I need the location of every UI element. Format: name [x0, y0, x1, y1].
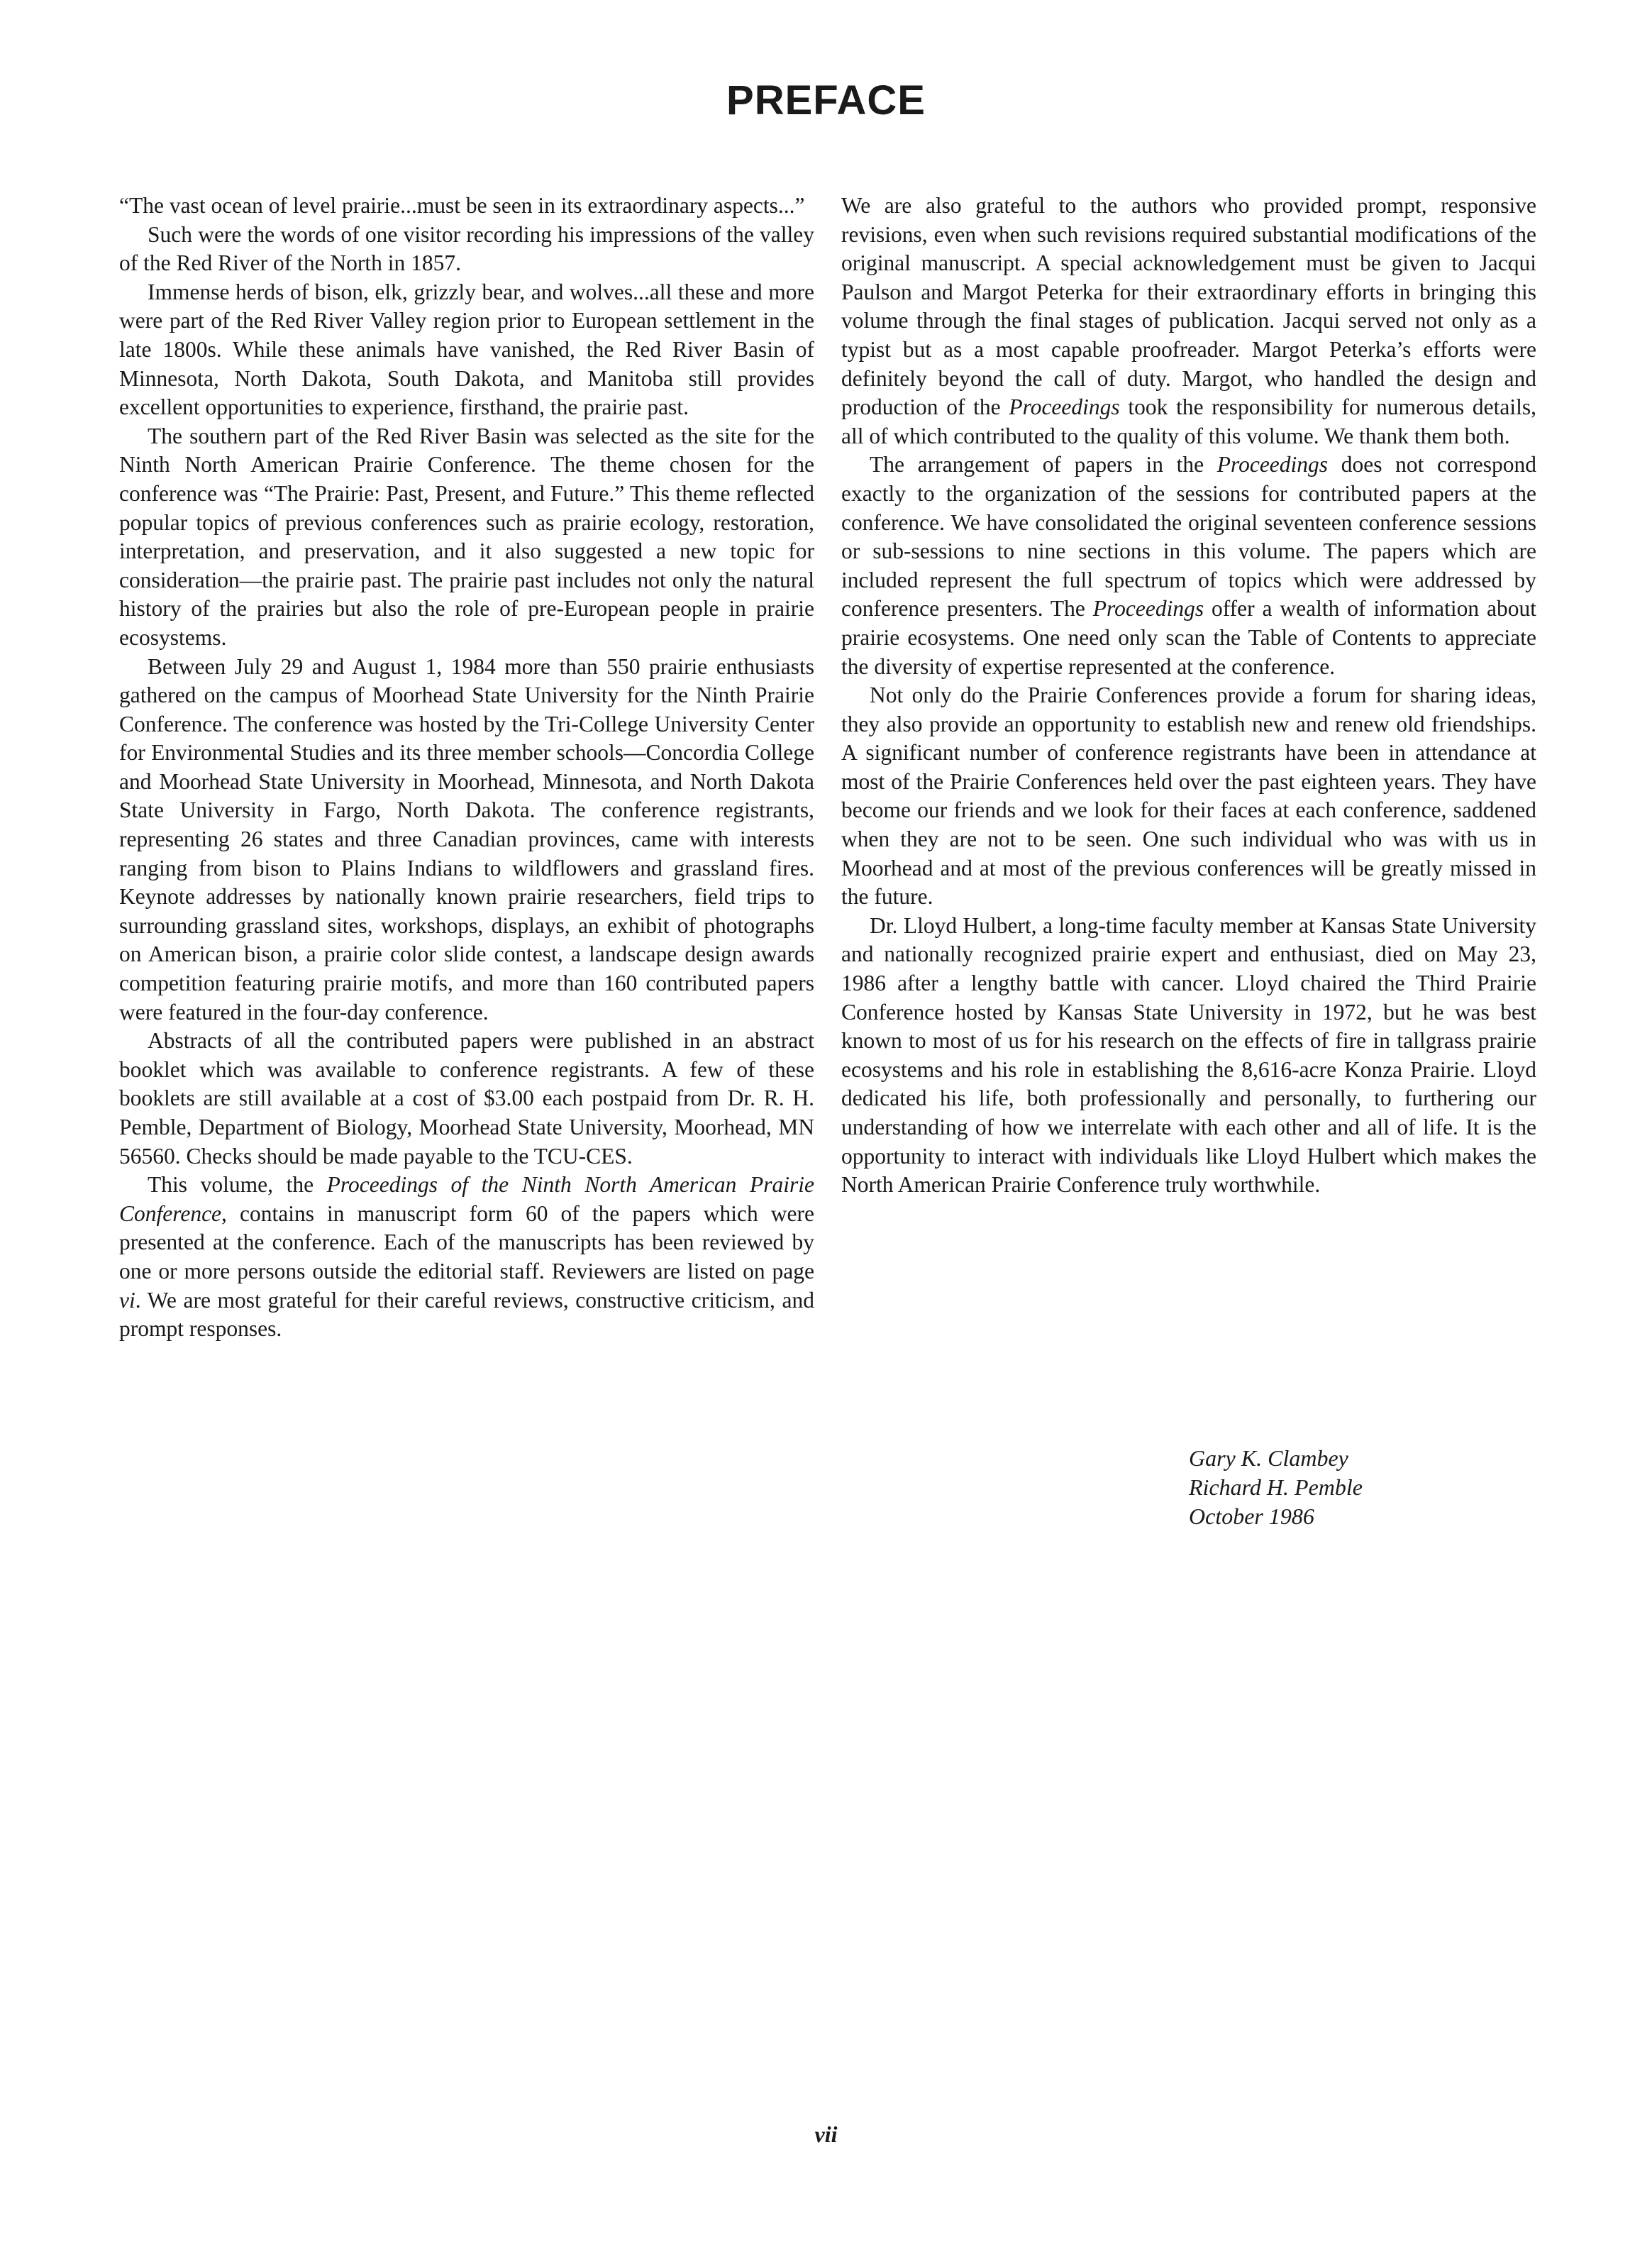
italic-title: Proceedings: [1092, 596, 1204, 622]
left-column: [119, 192, 814, 1344]
text-run: The arrangement of papers in the: [870, 452, 1217, 477]
right-column: [841, 192, 1536, 1200]
signature-name: Gary K. Clambey: [1189, 1445, 1348, 1471]
body-paragraph: Such were the words of one visitor recording his impressions of the valley of the Red River of the North in 1857.: [119, 221, 814, 276]
text-run: took the responsibility for numerous details, all of which contributed to the quality of this volume. We thank them both.: [841, 394, 1537, 448]
text-run: We are also grateful to the authors who provided prompt, responsive revisions, even when such revisions required substantial modifications of the original manuscript. A special acknowledgement must be given to Jacqui Paulson and Margot Peterka for their extraordinary efforts in bringing this volume through the final stages of publication. Jacqui served not only as a typist but as a most capable proofreader. Margot Peterka’s efforts were definitely beyond the call of duty. Margot, who handled the design and production of the: [841, 193, 1536, 420]
text-run: , contains in manuscript form 60 of the papers which were presented at the conference. Each of the manuscripts has been reviewed by one or more persons outside the editorial staff. Reviewers are listed on page: [119, 1200, 814, 1283]
italic-page-ref: vi: [119, 1287, 135, 1313]
page-number: vii: [814, 2121, 838, 2147]
body-paragraph: Dr. Lloyd Hulbert, a long-time faculty member at Kansas State University and nationally recognized prairie expert and enthusiast, died on May 23, 1986 after a lengthy battle with cancer. Lloyd chaired the Third Prairie Conference hosted by Kansas State University in 1972, but he was best known to most of us for his research on the effects of fire in tallgrass prairie ecosystems and his role in establishing the 8,616-acre Konza Prairie. Lloyd dedicated his life, both professionally and personally, to furthering our understanding of how we interrelate with each other and all of life. It is the opportunity to interact with individuals like Lloyd Hulbert which makes the North American Prairie Conference truly worthwhile.: [841, 912, 1536, 1198]
italic-title: Proceedings: [1216, 452, 1329, 477]
body-paragraph: Not only do the Prairie Conferences provide a forum for sharing ideas, they also provide an opportunity to establish new and renew old friendships. A significant number of conference registrants have been in attendance at most of the Prairie Conferences held over the past eighteen years. They have become our friends and we look for their faces at each conference, saddened when they are not to be seen. One such individual who was with us in Moorhead and at most of the previous conferences will be greatly missed in the future.: [841, 683, 1536, 910]
signature-name: Richard H. Pemble: [1189, 1474, 1363, 1500]
italic-title: Proceedings of the Ninth North American Prairie Conference: [119, 1172, 814, 1226]
body-paragraph-proceedings: [119, 1171, 814, 1344]
body-paragraph-arrangement: [841, 451, 1536, 681]
body-paragraph: Between July 29 and August 1, 1984 more than 550 prairie enthusiasts gathered on the campus of Moorhead State University for the Ninth Prairie Conference. The conference was hosted by the Tri-College University Center for Environmental Studies and its three member schools—Concordia College and Moorhead State University in Moorhead, Minnesota, and North Dakota State University in Fargo, North Dakota. The conference registrants, representing 26 states and three Canadian provinces, came with interests ranging from bison to Plains Indians to wildflowers and grassland fires. Keynote addresses by nationally known prairie researchers, field trips to surrounding grassland sites, workshops, displays, an exhibit of photographs on American bison, a prairie color slide contest, a landscape design awards competition featuring prairie motifs, and more than 160 contributed papers were featured in the four-day conference.: [119, 653, 814, 1025]
italic-title: Proceedings: [1009, 394, 1120, 420]
body-paragraph-acknowledgements: [841, 192, 1536, 451]
text-run: . We are most grateful for their careful reviews, constructive criticism, and prompt responses.: [119, 1287, 814, 1342]
body-paragraph: Abstracts of all the contributed papers were published in an abstract booklet which was available to conference registrants. A few of these booklets are still available at a cost of $3.00 each postpaid from Dr. R. H. Pemble, Department of Biology, Moorhead State University, Moorhead, MN 56560. Checks should be made payable to the TCU-CES.: [119, 1028, 814, 1169]
opening-quote-paragraph: “The vast ocean of level prairie...must be seen in its extraordinary aspects...”: [119, 193, 805, 218]
text-run: does not correspond exactly to the organization of the sessions for contributed papers at the conference. We have consolidated the original seventeen conference sessions or sub-sessions to nine sections in this volume. The papers which are included represent the full spectrum of topics which were addressed by conference presenters. The: [841, 452, 1536, 622]
body-paragraph: Immense herds of bison, elk, grizzly bear, and wolves...all these and more were part of the Red River Valley region prior to European settlement in the late 1800s. While these animals have vanished, the Red River Basin of Minnesota, North Dakota, South Dakota, and Manitoba still provides excellent opportunities to experience, firsthand, the prairie past.: [119, 279, 814, 420]
page-title: PREFACE: [726, 77, 926, 123]
body-paragraph: The southern part of the Red River Basin was selected as the site for the Ninth North American Prairie Conference. The theme chosen for the conference was “The Prairie: Past, Present, and Future.” This theme reflected popular topics of previous conferences such as prairie ecology, restoration, interpretation, and preservation, and it also suggested a new topic for consideration—the prairie past. The prairie past includes not only the natural history of the prairies but also the role of pre-European people in prairie ecosystems.: [119, 423, 814, 650]
signature-block: [1189, 1444, 1363, 1531]
text-run: This volume, the: [148, 1172, 327, 1198]
signature-date: October 1986: [1189, 1503, 1314, 1529]
text-run: offer a wealth of information about prairie ecosystems. One need only scan the Table of Contents to appreciate the diversity of expertise represented at the conference.: [841, 596, 1536, 679]
